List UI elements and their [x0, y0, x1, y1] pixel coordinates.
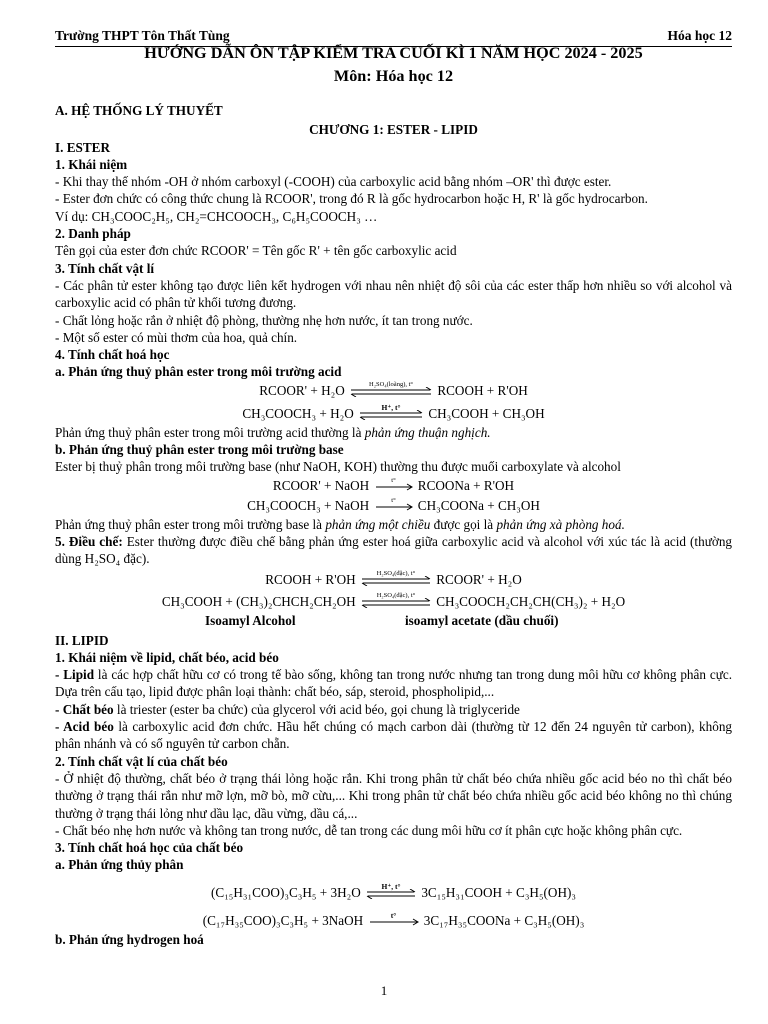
subject-line: Môn: Hóa học 12	[333, 67, 454, 85]
ester-p1: - Khi thay thế nhóm -OH ở nhóm carboxyl (-COOH) của carboxylic acid bằng nhóm –OR' thì được ester.	[55, 174, 612, 190]
chapter-heading: CHƯƠNG 1: ESTER - LIPID	[309, 122, 478, 138]
equation-2	[55, 404, 732, 424]
eq5-condition: H₂SO₄(đặc), t°	[376, 569, 416, 577]
equation-7	[55, 883, 732, 903]
lipid-h1: 1. Khái niệm về lipid, chất béo, acid béo	[55, 649, 279, 665]
ester-p7: - Một số ester có mùi thơm của hoa, quả chín.	[55, 329, 298, 345]
eq8-right: 3C₁₇H₃₅COONa + C₃H₅(OH)₃	[423, 912, 585, 928]
right-arrow-icon	[374, 476, 414, 491]
lipid-h3: 3. Tính chất hoá học của chất béo	[55, 840, 244, 856]
ester-h4a: a. Phản ứng thuỷ phân ester trong môi trường acid	[55, 364, 342, 380]
eq8-condition: t°	[390, 910, 397, 920]
ester-p8	[55, 424, 732, 441]
ester-h5: 5. Điều chế:	[55, 533, 123, 549]
eq3-condition: t°	[391, 476, 396, 484]
reversible-arrow-icon	[358, 402, 424, 420]
eq8-left: (C₁₇H₃₅COO)₃C₃H₅ + 3NaOH	[202, 912, 364, 928]
ester-p10-text-a: Phản ứng thuỷ phân ester trong môi trường base là	[55, 516, 326, 532]
lipid-p3	[55, 718, 732, 753]
lipid-p2-text: là triester (ester ba chức) của glycerol với acid béo, gọi chung là triglyceride	[113, 701, 520, 717]
reversible-arrow-icon	[349, 380, 433, 397]
ester-p6: - Chất lỏng hoặc rắn ở nhiệt độ phòng, thường nhẹ hơn nước, ít tan trong nước.	[55, 312, 473, 328]
lipid-p3-text: là carboxylic acid đơn chức. Hầu hết chúng có mạch carbon dài (thường từ 12 đến 24 nguyên tử carbon), không phân nhánh và có số nguyên tử carbon chẵn.	[55, 719, 733, 752]
lipid-p1	[55, 666, 732, 701]
lipid-term-chat-beo: - Chất béo	[55, 701, 114, 717]
lipid-h3a: a. Phản ứng thủy phân	[55, 857, 184, 873]
equation-8	[55, 911, 732, 931]
eq4-condition: t°	[391, 496, 396, 504]
ester-p10-emphasis-b: phản ứng xà phòng hoá.	[496, 516, 625, 532]
eq5-left: RCOOH + R'OH	[265, 571, 356, 587]
eq1-right: RCOOH + R'OH	[437, 382, 528, 398]
isoamyl-acetate-label: isoamyl acetate (dầu chuối)	[405, 612, 559, 628]
eq7-right: 3C₁₅H₃₁COOH + C₃H₅(OH)₃	[421, 884, 576, 900]
eq7-left: (C₁₅H₃₁COO)₃C₃H₅ + 3H₂O	[211, 884, 361, 900]
ester-p10-text-c: được gọi là	[430, 516, 497, 532]
eq6-right: CH₃COOCH₂CH₂CH(CH₃)₂ + H₂O	[436, 593, 626, 609]
ester-h1: 1. Khái niệm	[55, 156, 128, 172]
ester-p11	[55, 533, 732, 568]
reversible-arrow-icon	[360, 569, 432, 586]
ester-heading: I. ESTER	[55, 139, 110, 155]
equation-4	[55, 496, 732, 516]
lipid-p4: - Ở nhiệt độ thường, chất béo ở trạng thái lỏng hoặc rắn. Khi trong phân tử chất béo chứa nhiều gốc acid béo no thì chất béo thường ở trạng thái rắn như mỡ lợn, mỡ bò, mỡ cừu,... Khi trong phân tử chất béo chứa nhiều gốc acid béo không no thì chúng thường ở trạng thái lỏng như dầu lạc, dầu vừng, dầu cá,...	[55, 770, 732, 821]
ester-p11-text: Ester thường được điều chế bằng phản ứng ester hoá giữa carboxylic acid và alcohol với xúc tác là acid (thường dùng H₂SO₄ đặc).	[55, 533, 733, 567]
eq7-condition: H⁺, t°	[381, 881, 401, 891]
eq6-condition: H₂SO₄(đặc), t°	[376, 591, 416, 599]
document-title: HƯỚNG DẪN ÔN TẬP KIỂM TRA CUỐI KÌ 1 NĂM HỌC 2024 - 2025	[144, 44, 643, 62]
eq5-right: RCOOR' + H₂O	[436, 571, 522, 587]
ester-p10	[55, 516, 732, 533]
eq4-left: CH₃COOCH₃ + NaOH	[247, 497, 370, 513]
document-body	[55, 44, 732, 948]
eq2-condition: H⁺, t°	[381, 402, 401, 412]
lipid-p1-text: là các hợp chất hữu cơ có trong tế bào sống, không tan trong nước nhưng tan trong dung môi hữu cơ không phân cực. Dựa trên cấu tạo, lipid được phân loại thành: chất béo, sáp, steroid, phospholipid,...	[55, 667, 732, 700]
equation-3	[55, 476, 732, 496]
eq6-left: CH₃COOH + (CH₃)₂CHCH₂CH₂OH	[161, 593, 356, 609]
header-school: Trường THPT Tôn Thất Tùng	[55, 28, 230, 43]
isoamyl-alcohol-label: Isoamyl Alcohol	[205, 612, 296, 628]
reversible-arrow-icon	[365, 881, 417, 899]
right-arrow-icon	[374, 496, 414, 511]
equation-5	[55, 570, 732, 590]
lipid-term-lipid: - Lipid	[55, 667, 95, 683]
equation-6-labels	[55, 612, 732, 630]
ester-p8-text: Phản ứng thuỷ phân ester trong môi trường acid thường là	[55, 424, 365, 440]
ester-h4b: b. Phản ứng thuỷ phân ester trong môi trường base	[55, 442, 344, 458]
right-arrow-icon	[368, 910, 420, 926]
ester-h3: 3. Tính chất vật lí	[55, 260, 155, 276]
ester-p4: Tên gọi của ester đơn chức RCOOR' = Tên gốc R' + tên gốc carboxylic acid	[55, 243, 457, 259]
eq1-left: RCOOR' + H₂O	[259, 382, 345, 398]
ester-p8-emphasis: phản ứng thuận nghịch.	[364, 424, 491, 440]
ester-h2: 2. Danh pháp	[55, 226, 131, 242]
page-number: 1	[380, 983, 388, 998]
eq2-left: CH₃COOCH₃ + H₂O	[242, 405, 354, 421]
equation-1	[55, 381, 732, 401]
lipid-p2	[55, 701, 732, 718]
ester-p9: Ester bị thuỷ phân trong môi trường base (như NaOH, KOH) thường thu được muối carboxylate và alcohol	[55, 459, 621, 475]
eq1-condition: H₂SO₄(loãng), t°	[369, 380, 414, 388]
equation-6	[55, 592, 732, 612]
reversible-arrow-icon	[360, 591, 432, 608]
ester-p3: Ví dụ: CH₃COOC₂H₅, CH₂=CHCOOCH₃, C₆H₅COOCH₃ …	[55, 208, 378, 224]
header-subject: Hóa học 12	[667, 28, 732, 43]
eq4-right: CH₃COONa + CH₃OH	[417, 497, 540, 513]
eq3-left: RCOOR' + NaOH	[272, 477, 370, 493]
ester-p5: - Các phân tử ester không tạo được liên kết hydrogen với nhau nên nhiệt độ sôi của các ester thấp hơn nhiều so với alcohol và carboxylic acid có phân tử khối tương đương.	[55, 277, 732, 311]
lipid-h2: 2. Tính chất vật lí của chất béo	[55, 753, 228, 769]
ester-h4: 4. Tính chất hoá học	[55, 347, 170, 363]
eq3-right: RCOONa + R'OH	[417, 477, 515, 493]
ester-p2: - Ester đơn chức có công thức chung là RCOOR', trong đó R là gốc hydrocarbon hoặc H, R' là gốc hydrocarbon.	[55, 191, 648, 207]
section-a-heading: A. HỆ THỐNG LÝ THUYẾT	[55, 103, 223, 118]
lipid-h3b: b. Phản ứng hydrogen hoá	[55, 931, 204, 947]
lipid-p5: - Chất béo nhẹ hơn nước và không tan trong nước, dễ tan trong các dung môi hữu cơ ít phân cực hoặc không phân cực.	[55, 822, 683, 838]
lipid-term-acid-beo: - Acid béo	[55, 719, 114, 735]
lipid-heading: II. LIPID	[55, 632, 109, 648]
eq2-right: CH₃COOH + CH₃OH	[428, 405, 545, 421]
ester-p10-emphasis-a: phản ứng một chiều	[325, 516, 431, 532]
